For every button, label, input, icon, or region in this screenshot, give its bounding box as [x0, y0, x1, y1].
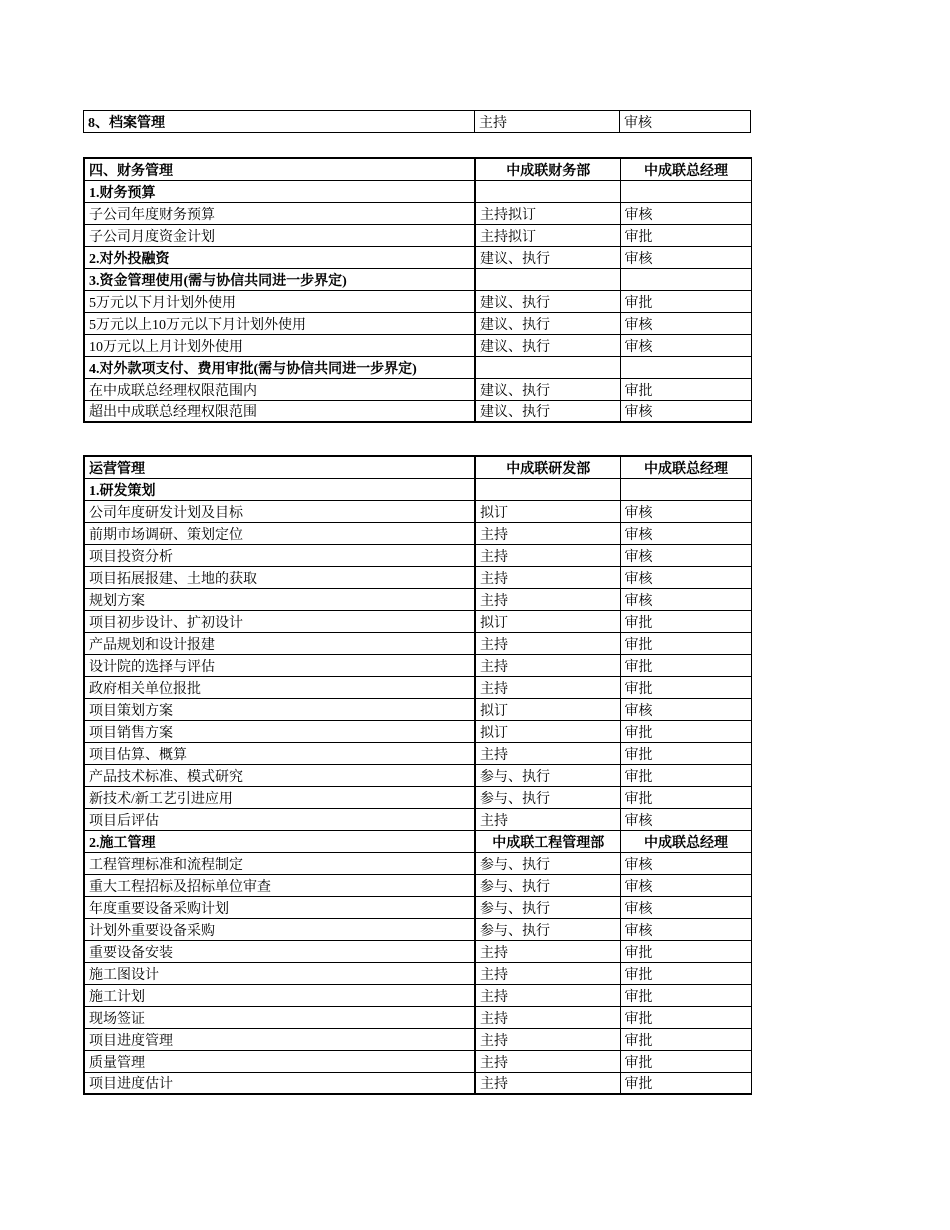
row-dept-role: 参与、执行	[475, 896, 620, 918]
row-gm-role	[620, 268, 751, 290]
row-dept-role: 参与、执行	[475, 874, 620, 896]
row-gm-role: 审批	[620, 224, 751, 246]
row-gm-role: 审批	[620, 962, 751, 984]
row-dept-role: 拟订	[475, 720, 620, 742]
table-row	[84, 1072, 751, 1094]
table-row	[84, 312, 751, 334]
row-gm-role: 审批	[620, 676, 751, 698]
finance-table-body	[84, 158, 751, 422]
table-row	[84, 544, 751, 566]
row-item-label: 项目进度估计	[84, 1072, 475, 1094]
row-gm-role: 审核	[620, 500, 751, 522]
row-gm-role: 审核	[620, 566, 751, 588]
table-row	[84, 940, 751, 962]
row-gm-role: 审批	[620, 1028, 751, 1050]
row-gm-role: 审批	[620, 720, 751, 742]
column-header-gm: 中成联总经理	[620, 158, 751, 180]
row-dept-role: 主持拟订	[475, 224, 620, 246]
table-row	[84, 764, 751, 786]
table-row	[84, 610, 751, 632]
row-gm-role: 审批	[620, 764, 751, 786]
finance-management-table	[83, 157, 752, 423]
row-gm-role: 审批	[620, 1072, 751, 1094]
row-dept-role: 参与、执行	[475, 786, 620, 808]
row-dept-role: 主持	[475, 654, 620, 676]
row-gm-role: 审批	[620, 786, 751, 808]
row-gm-role: 审批	[620, 290, 751, 312]
row-item-label: 重要设备安装	[84, 940, 475, 962]
row-item-label: 8、档案管理	[84, 111, 475, 133]
row-item-label: 项目后评估	[84, 808, 475, 830]
table-row	[84, 500, 751, 522]
table-row	[84, 720, 751, 742]
row-dept-role: 建议、执行	[475, 246, 620, 268]
table-row	[84, 566, 751, 588]
row-gm-role: 审核	[620, 202, 751, 224]
row-dept-role: 中成联工程管理部	[475, 830, 620, 852]
table-row	[84, 1050, 751, 1072]
row-dept-role: 主持	[475, 1006, 620, 1028]
row-dept-role: 主持	[475, 111, 620, 133]
row-gm-role: 审核	[620, 312, 751, 334]
row-item-label: 计划外重要设备采购	[84, 918, 475, 940]
table-row	[84, 334, 751, 356]
row-item-label: 产品技术标准、模式研究	[84, 764, 475, 786]
row-item-label: 规划方案	[84, 588, 475, 610]
row-item-label: 4.对外款项支付、费用审批(需与协信共同进一步界定)	[84, 356, 475, 378]
row-item-label: 政府相关单位报批	[84, 676, 475, 698]
table-row	[84, 111, 751, 133]
table-row	[84, 1028, 751, 1050]
row-dept-role: 主持	[475, 940, 620, 962]
row-item-label: 前期市场调研、策划定位	[84, 522, 475, 544]
row-item-label: 3.资金管理使用(需与协信共同进一步界定)	[84, 268, 475, 290]
row-dept-role: 主持	[475, 808, 620, 830]
row-dept-role: 拟订	[475, 698, 620, 720]
table-row	[84, 378, 751, 400]
row-item-label: 项目进度管理	[84, 1028, 475, 1050]
table-row	[84, 852, 751, 874]
table-row	[84, 180, 751, 202]
table-row	[84, 874, 751, 896]
row-item-label: 项目拓展报建、土地的获取	[84, 566, 475, 588]
row-dept-role: 建议、执行	[475, 312, 620, 334]
row-gm-role: 审核	[620, 588, 751, 610]
row-gm-role: 审批	[620, 1050, 751, 1072]
row-dept-role: 主持	[475, 676, 620, 698]
row-gm-role: 审核	[620, 918, 751, 940]
row-item-label: 5万元以上10万元以下月计划外使用	[84, 312, 475, 334]
column-header-dept: 中成联财务部	[475, 158, 620, 180]
row-dept-role: 主持	[475, 962, 620, 984]
section-title: 四、财务管理	[84, 158, 475, 180]
table-row	[84, 356, 751, 378]
row-gm-role	[620, 356, 751, 378]
row-gm-role: 审核	[620, 698, 751, 720]
table-row	[84, 742, 751, 764]
row-item-label: 1.研发策划	[84, 478, 475, 500]
operations-table-body	[84, 456, 751, 1094]
row-dept-role: 主持	[475, 984, 620, 1006]
table-row	[84, 676, 751, 698]
table-row	[84, 268, 751, 290]
row-dept-role: 主持	[475, 1072, 620, 1094]
row-gm-role: 审批	[620, 378, 751, 400]
row-dept-role: 拟订	[475, 500, 620, 522]
row-item-label: 项目投资分析	[84, 544, 475, 566]
row-item-label: 1.财务预算	[84, 180, 475, 202]
row-gm-role: 审核	[620, 400, 751, 422]
row-gm-role: 审批	[620, 1006, 751, 1028]
table-row	[84, 896, 751, 918]
table-header-row	[84, 158, 751, 180]
row-item-label: 质量管理	[84, 1050, 475, 1072]
row-item-label: 新技术/新工艺引进应用	[84, 786, 475, 808]
row-gm-role: 审核	[620, 111, 751, 133]
row-gm-role	[620, 478, 751, 500]
row-gm-role: 审批	[620, 984, 751, 1006]
archive-table-body	[84, 111, 751, 133]
row-gm-role: 审核	[620, 334, 751, 356]
table-row	[84, 1006, 751, 1028]
table-row	[84, 786, 751, 808]
row-dept-role: 建议、执行	[475, 378, 620, 400]
row-gm-role: 审核	[620, 544, 751, 566]
row-gm-role	[620, 180, 751, 202]
row-item-label: 现场签证	[84, 1006, 475, 1028]
row-item-label: 设计院的选择与评估	[84, 654, 475, 676]
table-row	[84, 984, 751, 1006]
table-row	[84, 224, 751, 246]
row-item-label: 施工图设计	[84, 962, 475, 984]
row-item-label: 项目策划方案	[84, 698, 475, 720]
row-item-label: 公司年度研发计划及目标	[84, 500, 475, 522]
table-row	[84, 522, 751, 544]
row-dept-role: 主持	[475, 588, 620, 610]
row-gm-role: 审核	[620, 896, 751, 918]
row-item-label: 在中成联总经理权限范围内	[84, 378, 475, 400]
row-gm-role: 审核	[620, 874, 751, 896]
row-item-label: 超出中成联总经理权限范围	[84, 400, 475, 422]
row-gm-role: 审批	[620, 610, 751, 632]
row-dept-role: 主持	[475, 522, 620, 544]
row-item-label: 10万元以上月计划外使用	[84, 334, 475, 356]
table-row	[84, 918, 751, 940]
row-item-label: 工程管理标准和流程制定	[84, 852, 475, 874]
table-row	[84, 478, 751, 500]
table-row	[84, 830, 751, 852]
column-header-dept: 中成联研发部	[475, 456, 620, 478]
row-item-label: 项目初步设计、扩初设计	[84, 610, 475, 632]
table-row	[84, 290, 751, 312]
row-item-label: 2.对外投融资	[84, 246, 475, 268]
row-dept-role: 建议、执行	[475, 400, 620, 422]
table-row	[84, 654, 751, 676]
table-row	[84, 202, 751, 224]
archive-table	[83, 110, 751, 133]
table-row	[84, 632, 751, 654]
row-dept-role: 参与、执行	[475, 918, 620, 940]
row-dept-role: 参与、执行	[475, 764, 620, 786]
row-gm-role: 审批	[620, 654, 751, 676]
row-dept-role: 参与、执行	[475, 852, 620, 874]
row-dept-role: 主持	[475, 632, 620, 654]
row-gm-role: 中成联总经理	[620, 830, 751, 852]
row-dept-role: 拟订	[475, 610, 620, 632]
table-row	[84, 400, 751, 422]
row-item-label: 子公司月度资金计划	[84, 224, 475, 246]
column-header-gm: 中成联总经理	[620, 456, 751, 478]
row-dept-role: 主持	[475, 1050, 620, 1072]
row-dept-role	[475, 356, 620, 378]
row-gm-role: 审批	[620, 940, 751, 962]
row-item-label: 施工计划	[84, 984, 475, 1006]
row-dept-role	[475, 478, 620, 500]
row-dept-role: 建议、执行	[475, 334, 620, 356]
row-gm-role: 审核	[620, 522, 751, 544]
row-item-label: 重大工程招标及招标单位审查	[84, 874, 475, 896]
row-item-label: 5万元以下月计划外使用	[84, 290, 475, 312]
row-dept-role: 主持	[475, 742, 620, 764]
table-row	[84, 698, 751, 720]
section-title: 运营管理	[84, 456, 475, 478]
row-item-label: 项目估算、概算	[84, 742, 475, 764]
row-dept-role	[475, 268, 620, 290]
row-dept-role	[475, 180, 620, 202]
row-item-label: 年度重要设备采购计划	[84, 896, 475, 918]
row-dept-role: 建议、执行	[475, 290, 620, 312]
row-dept-role: 主持拟订	[475, 202, 620, 224]
row-dept-role: 主持	[475, 544, 620, 566]
row-dept-role: 主持	[475, 566, 620, 588]
row-dept-role: 主持	[475, 1028, 620, 1050]
table-header-row	[84, 456, 751, 478]
row-item-label: 2.施工管理	[84, 830, 475, 852]
row-gm-role: 审核	[620, 852, 751, 874]
row-item-label: 项目销售方案	[84, 720, 475, 742]
operations-management-table	[83, 455, 752, 1095]
row-item-label: 产品规划和设计报建	[84, 632, 475, 654]
table-row	[84, 962, 751, 984]
table-row	[84, 246, 751, 268]
table-row	[84, 588, 751, 610]
row-gm-role: 审核	[620, 808, 751, 830]
row-item-label: 子公司年度财务预算	[84, 202, 475, 224]
row-gm-role: 审批	[620, 742, 751, 764]
table-row	[84, 808, 751, 830]
row-gm-role: 审批	[620, 632, 751, 654]
row-gm-role: 审核	[620, 246, 751, 268]
